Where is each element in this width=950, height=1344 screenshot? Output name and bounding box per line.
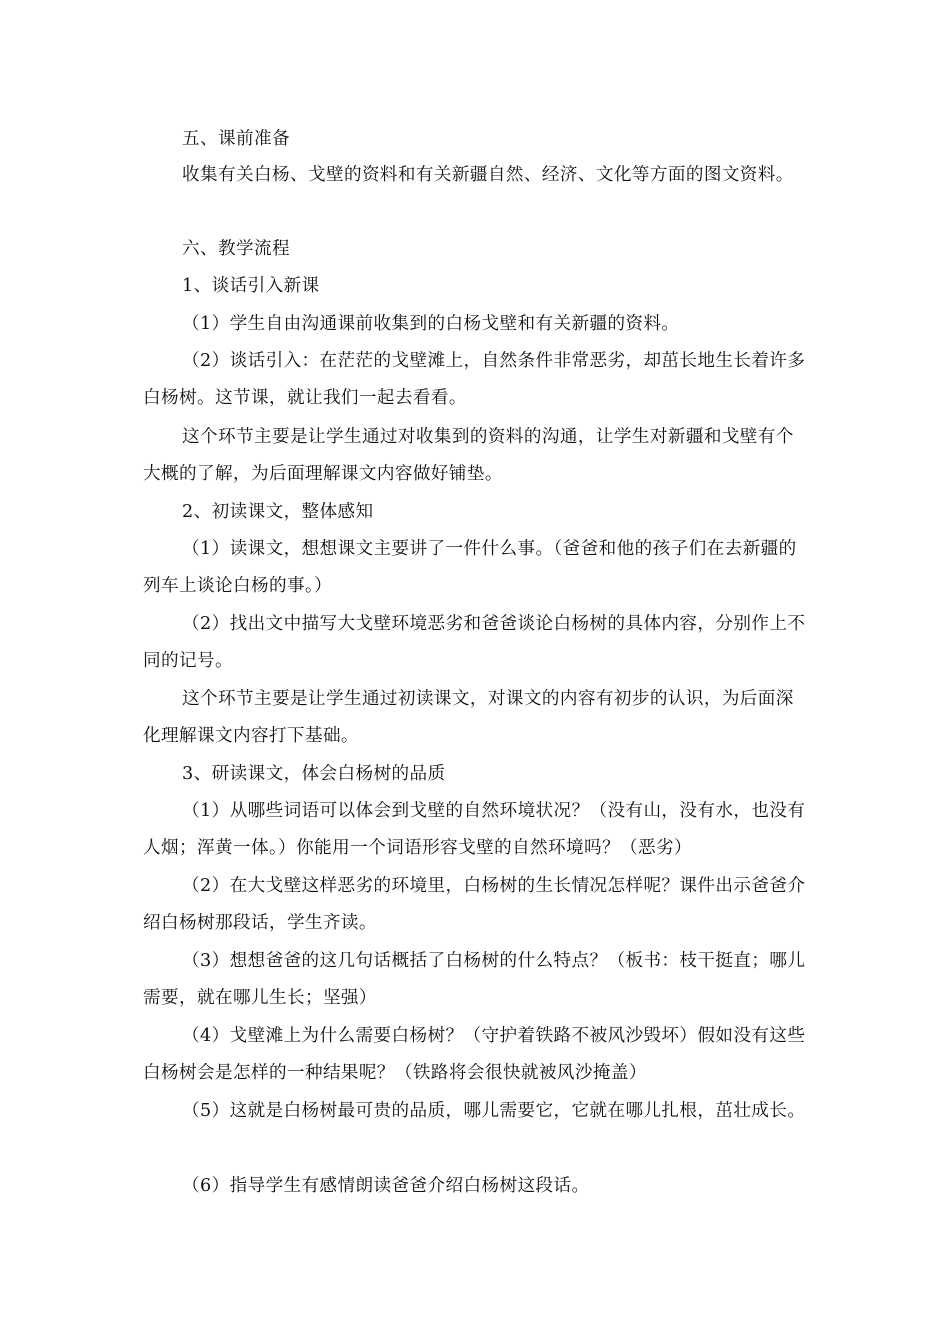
paragraph-step-3-5: （5）这就是白杨树最可贵的品质，哪儿需要它，它就在哪儿扎根，茁壮成长。	[182, 1101, 806, 1121]
paragraph-step-3-3: （3）想想爸爸的这几句话概括了白杨树的什么特点？（板书：枝干挺直；哪儿需要，就在哪儿生长；坚强）	[143, 951, 806, 1008]
paragraph-step-3-6: （6）指导学生有感情朗读爸爸介绍白杨树这段话。	[182, 1176, 590, 1196]
paragraph-step-1-2: （2）谈话引入：在茫茫的戈壁滩上，自然条件非常恶劣，却茁长地生长着许多白杨树。这节课，就让我们一起去看看。	[143, 351, 806, 408]
paragraph-step-3-4: （4）戈壁滩上为什么需要白杨树？（守护着铁路不被风沙毁坏）假如没有这些白杨树会是怎样的一种结果呢？（铁路将会很快就被风沙掩盖）	[143, 1026, 806, 1083]
paragraph-step-2-1: （1）读课文，想想课文主要讲了一件什么事。（爸爸和他的孩子们在去新疆的列车上谈论白杨的事。）	[143, 539, 797, 596]
heading-flow: 六、教学流程	[182, 239, 290, 259]
paragraph-prep-body: 收集有关白杨、戈壁的资料和有关新疆自然、经济、文化等方面的图文资料。	[182, 165, 794, 185]
paragraph-step-2-2: （2）找出文中描写大戈壁环境恶劣和爸爸谈论白杨树的具体内容，分别作上不同的记号。	[143, 614, 806, 671]
paragraph-step-3-1: （1）从哪些词语可以体会到戈壁的自然环境状况？（没有山，没有水，也没有人烟；浑黄一体。）你能用一个词语形容戈壁的自然环境吗？（恶劣）	[143, 801, 806, 858]
paragraph-step-1-1: （1）学生自由沟通课前收集到的白杨戈壁和有关新疆的资料。	[182, 314, 680, 334]
paragraph-step-3-2: （2）在大戈壁这样恶劣的环境里，白杨树的生长情况怎样呢？课件出示爸爸介绍白杨树那段话，学生齐读。	[143, 876, 806, 933]
paragraph-step-2-note: 这个环节主要是让学生通过初读课文，对课文的内容有初步的认识，为后面深化理解课文内容打下基础。	[143, 689, 794, 746]
heading-prep: 五、课前准备	[182, 129, 290, 149]
heading-step-1: 1、谈话引入新课	[182, 276, 320, 296]
heading-step-2: 2、初读课文，整体感知	[182, 502, 374, 522]
paragraph-step-1-note: 这个环节主要是让学生通过对收集到的资料的沟通，让学生对新疆和戈壁有个大概的了解，为后面理解课文内容做好铺垫。	[143, 427, 794, 484]
heading-step-3: 3、研读课文，体会白杨树的品质	[182, 764, 446, 784]
